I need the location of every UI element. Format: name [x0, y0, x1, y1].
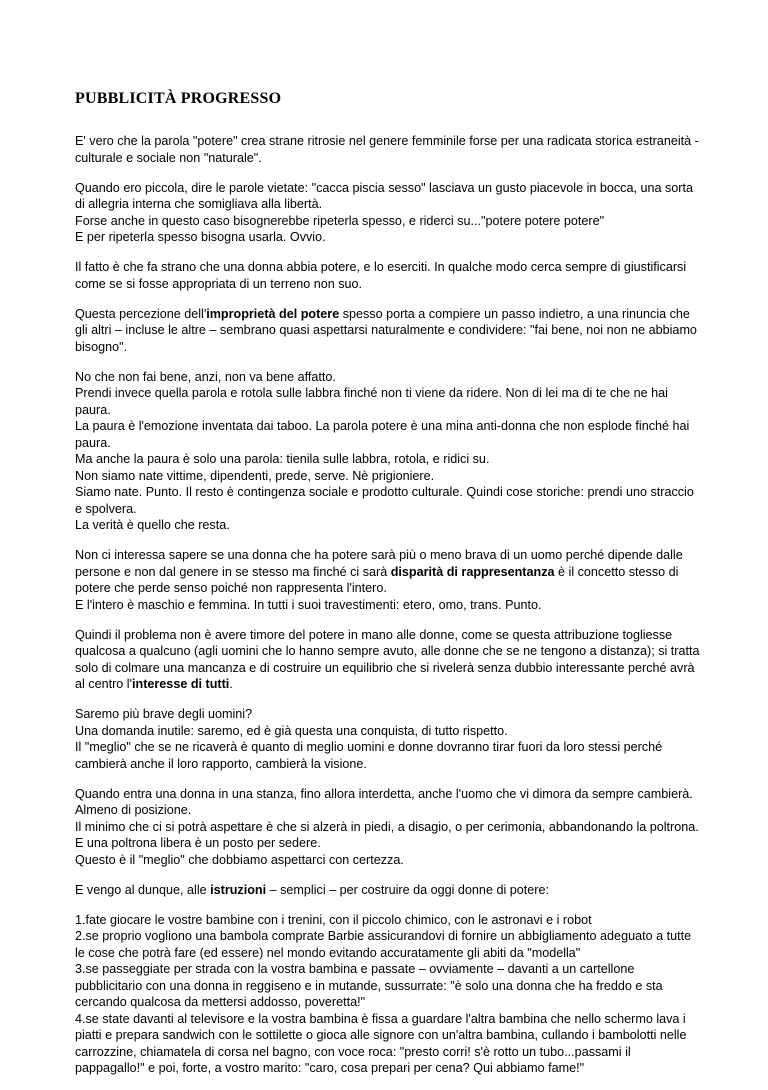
paragraph-6-text: è il concetto stesso di potere che perde senso poiché non rappresenta l'intero. — [75, 564, 679, 595]
paragraph-6-line: E l'intero è maschio e femmina. In tutti i suoi travestimenti: etero, omo, trans. Punto. — [75, 597, 542, 612]
paragraph-3: Il fatto è che fa strano che una donna abbia potere, e lo eserciti. In qualche modo cerca sempre di giustificarsi come se si fosse appropriata di un terreno non suo. — [75, 260, 687, 291]
paragraph-7 — [75, 627, 700, 693]
paragraph-2 — [75, 180, 700, 246]
emphasis-common-interest: interesse di tutti — [132, 677, 230, 691]
document-title: PUBBLICITÀ PROGRESSO — [75, 90, 282, 107]
paragraph-7-text: Quindi il problema non è avere timore del potere in mano alle donne, come se questa attribuzione togliesse qualcosa a qualcuno (agli uomini che lo hanno sempre avuto, alle donne che se ne tengono a distanza); si tratta solo di colmare una mancanza e di costruire un equilibrio che si rivelerà senza dubbio interessante perché avrà al centro l' — [75, 627, 700, 691]
paragraph-9-line: Quando entra una donna in una stanza, fino allora interdetta, anche l'uomo che vi dimora da sempre cambierà. — [75, 786, 693, 801]
paragraph-5-line: La verità è quello che resta. — [75, 518, 230, 532]
paragraph-5-line: Prendi invece quella parola e rotola sulle labbra finché non ti viene da ridere. Non di lei ma di te che ne hai paura. — [75, 386, 668, 417]
instruction-list — [75, 912, 700, 1077]
paragraph-10-text: – semplici – per costruire da oggi donne di potere: — [266, 882, 549, 897]
paragraph-10-text: E vengo al dunque, alle — [75, 882, 211, 897]
paragraph-9-line: Questo è il "meglio" che dobbiamo aspettarci con certezza. — [75, 852, 404, 867]
paragraph-6 — [75, 547, 700, 613]
emphasis-representation: disparità di rappresentanza — [390, 564, 555, 579]
paragraph-2-line: Forse anche in questo caso bisognerebbe ripeterla spesso, e riderci su..."potere potere potere" — [75, 213, 605, 228]
paragraph-9-line: Almeno di posizione. — [75, 803, 192, 817]
paragraph-6-text: Non ci interessa sapere se una donna che ha potere sarà più o meno brava di un uomo perché dipende dalle persone e non dal genere in se stesso ma finché ci sarà — [75, 548, 683, 579]
paragraph-10 — [75, 882, 700, 899]
paragraph-2-line: E per ripeterla spesso bisogna usarla. Ovvio. — [75, 230, 326, 244]
paragraph-8-line: Saremo più brave degli uomini? — [75, 707, 253, 721]
list-item: 1.fate giocare le vostre bambine con i trenini, con il piccolo chimico, con le astronavi e i robot — [75, 912, 592, 927]
paragraph-5-line: No che non fai bene, anzi, non va bene affatto. — [75, 369, 336, 384]
paragraph-5-line: Siamo nate. Punto. Il resto è contingenza sociale e prodotto culturale. Quindi cose storiche: prendi uno straccio e spolvera. — [75, 485, 694, 516]
paragraph-5-line: Non siamo nate vittime, dipendenti, prede, serve. Nè prigioniere. — [75, 468, 435, 483]
list-item: 2.se proprio vogliono una bambola comprate Barbie assicurandovi di fornire un abbigliamento adeguato a tutte le cose che potrà fare (ed essere) nel mondo evitando accuratamente gli abiti da "modella" — [75, 929, 692, 960]
document-page — [75, 88, 700, 1090]
paragraph-2-line: Quando ero piccola, dire le parole vietate: "cacca piscia sesso" lasciava un gusto piacevole in bocca, una sorta di allegria interna che somigliava alla libertà. — [75, 180, 693, 211]
paragraph-8 — [75, 706, 700, 772]
emphasis-impropriety: improprietà del potere — [206, 306, 340, 321]
list-item: 4.se state davanti al televisore e la vostra bambina è fissa a guardare l'altra bambina che nello schermo lava i piatti e prepara sandwich con le sottilette o gioca alle signore con un'altra bambina, cullando i bambolotti nelle carrozzine, chiamatela di corsa nel bagno, con voce roca: "presto corri! s'è rotto un tubo...passami il pappagallo!" e poi, forte, a vostro marito: "caro, cosa prepari per cena? Qui abbiamo fame!" — [75, 1011, 687, 1075]
emphasis-instructions: istruzioni — [210, 882, 267, 897]
paragraph-4 — [75, 306, 700, 356]
paragraph-1: E' vero che la parola "potere" crea strane ritrosie nel genere femminile forse per una radicata storica estraneità - culturale e sociale non "naturale". — [75, 134, 699, 165]
paragraph-8-line: Il "meglio" che se ne ricaverà è quanto di meglio uomini e donne dovranno tirar fuori da loro stessi perché cambierà anche il loro rapporto, cambierà la visione. — [75, 740, 663, 771]
paragraph-9-line: Il minimo che ci si potrà aspettare è che si alzerà in piedi, a disagio, o per cerimonia, abbandonando la poltrona. E una poltrona libera è un posto per sedere. — [75, 819, 699, 850]
paragraph-8-line: Una domanda inutile: saremo, ed è già questa una conquista, di tutto rispetto. — [75, 723, 508, 738]
paragraph-7-text: . — [229, 677, 233, 691]
paragraph-4-text: spesso porta a compiere un passo indietro, a una rinuncia che gli altri – incluse le altre – sembrano quasi aspettarsi naturalmente e condividere: "fai bene, noi non ne abbiamo bisogno". — [75, 306, 697, 354]
paragraph-5-line: La paura è l'emozione inventata dai taboo. La parola potere è una mina anti-donna che non esplode finché hai paura. — [75, 419, 690, 450]
list-item: 3.se passeggiate per strada con la vostra bambina e passate – ovviamente – davanti a un cartellone pubblicitario con una donna in reggiseno e in mutande, sussurrate: "è solo una donna che ha freddo e sta cercando qualcosa da mettersi addosso, poveretta!" — [75, 962, 663, 1009]
paragraph-4-text: Questa percezione dell' — [75, 306, 207, 321]
paragraph-5 — [75, 369, 700, 534]
paragraph-9 — [75, 786, 700, 869]
paragraph-5-line: Ma anche la paura è solo una parola: tienila sulle labbra, rotola, e ridici su. — [75, 452, 490, 466]
